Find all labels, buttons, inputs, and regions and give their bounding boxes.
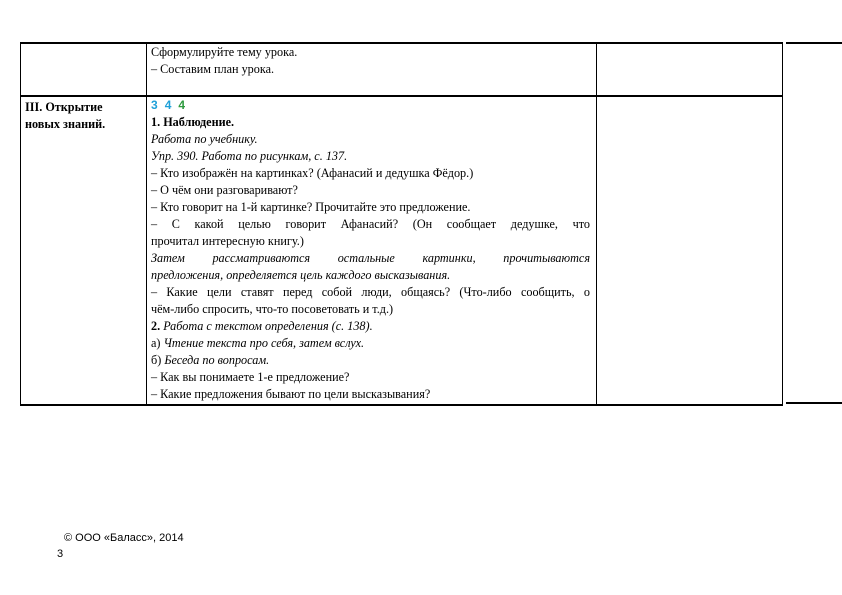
list-item [151,352,590,369]
stage-title [25,97,140,133]
section-heading-2 [151,318,590,335]
question-continuation: прочитал интересную книгу.) [151,234,304,248]
exercise-ref: Упр. 390. Работа по рисункам, с. 137. [151,149,348,163]
work-note: Работа по учебнику. [151,132,258,146]
question: – Какие цели ставят перед собой люди, общаясь? (Что-либо сообщить, о [151,285,590,299]
grade-mark: 3 [151,98,158,112]
task-line: Сформулируйте тему урока. [151,45,298,59]
grade-marks [151,97,590,114]
grade-mark: 4 [164,98,172,112]
question: – Как вы понимаете 1-е предложение? [151,370,350,384]
section-title: Работа с текстом определения (с. 138). [163,319,373,333]
notes-cell [597,43,783,96]
list-label: а) [151,336,161,350]
stage-cell [21,43,147,96]
table-row [21,43,783,96]
list-label: б) [151,353,162,367]
lesson-table [20,42,783,406]
list-item [151,335,590,352]
teacher-note-continuation: предложения, определяется цель каждого высказывания. [151,268,451,282]
table-row [21,96,783,405]
page-number: 3 [57,548,64,560]
question: – Кто говорит на 1-й картинке? Прочитайте это предложение. [151,200,471,214]
content-cell [147,43,597,96]
section-number: 2. [151,319,161,333]
question-continuation: чём-либо спросить, что-то посоветовать и т.д.) [151,302,394,316]
question: – Кто изображён на картинках? (Афанасий и дедушка Фёдор.) [151,166,474,180]
question: – О чём они разговаривают? [151,183,298,197]
question: – С какой целью говорит Афанасий? (Он сообщает дедушке, что [151,217,590,231]
task-line: – Составим план урока. [151,62,275,76]
bottom-edge-line [786,402,842,404]
top-edge-line [786,42,842,44]
teacher-note: Затем рассматриваются остальные картинки, прочитываются [151,251,590,265]
stage-title-line: новых знаний. [25,117,106,131]
copyright-footer: © ООО «Баласс», 2014 [64,532,184,544]
stage-title-line: III. Открытие [25,100,103,114]
list-text: Беседа по вопросам. [164,353,270,367]
section-heading: 1. Наблюдение. [151,115,235,129]
grade-mark: 4 [178,98,186,112]
list-text: Чтение текста про себя, затем вслух. [163,336,365,350]
stage-cell [21,96,147,405]
question: – Какие предложения бывают по цели высказывания? [151,387,431,401]
content-cell [147,96,597,405]
notes-cell [597,96,783,405]
